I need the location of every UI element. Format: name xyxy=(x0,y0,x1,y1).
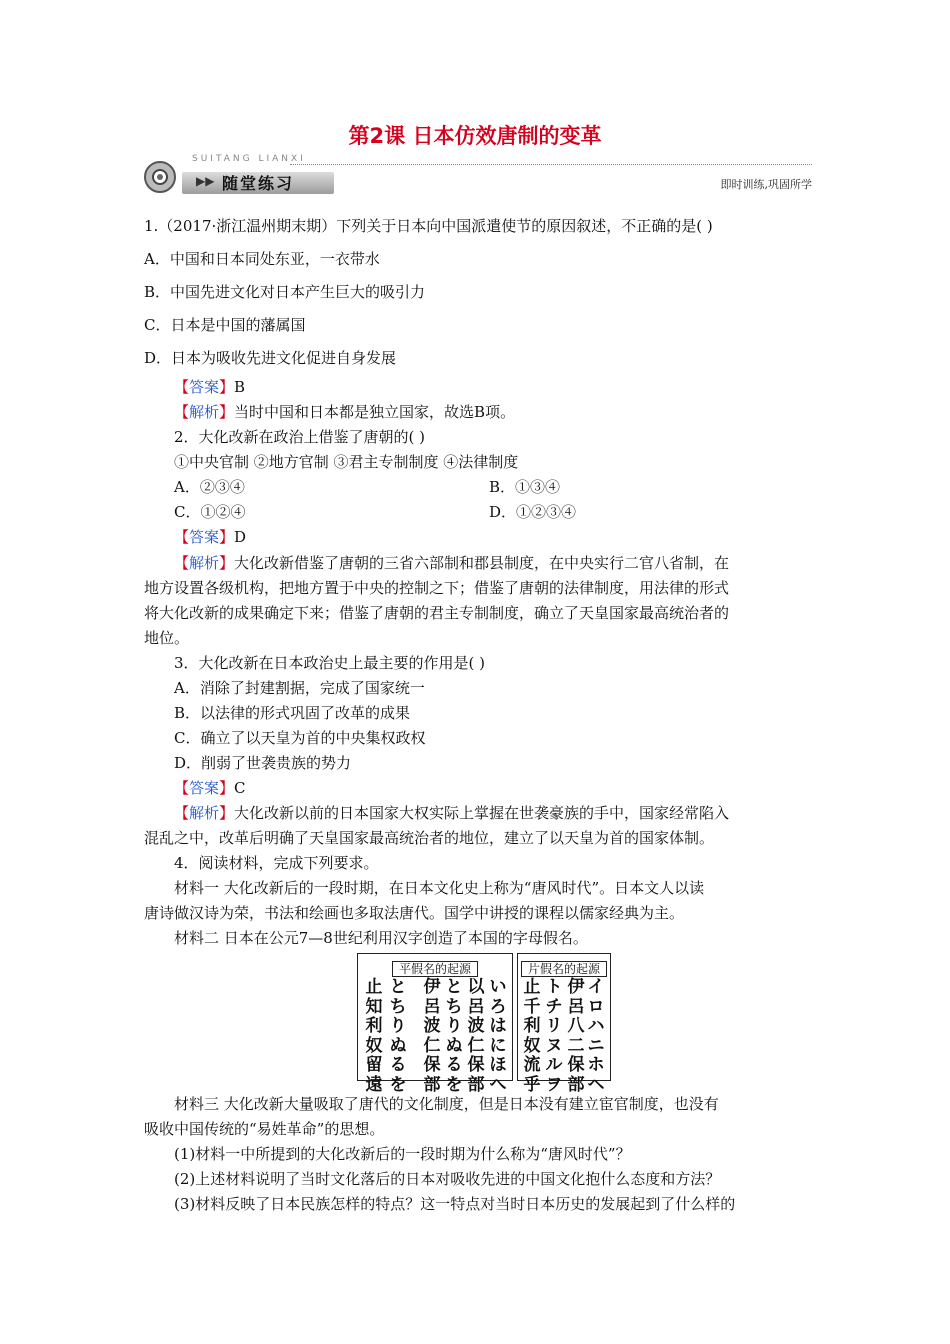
kana-column: トチリヌルヲ xyxy=(545,977,563,1095)
katakana-origin-table xyxy=(517,953,611,1095)
q1-option-a: A．中国和日本同处东亚，一衣带水 xyxy=(144,250,380,268)
kana-column: いろはにほへ xyxy=(489,977,507,1095)
q1-option-b: B．中国先进文化对日本产生巨大的吸引力 xyxy=(144,283,426,301)
q3-analysis-line-2: 混乱之中，改革后明确了天皇国家最高统治者的地位，建立了以天皇为首的国家体制。 xyxy=(144,829,715,847)
material-2: 材料二 日本在公元7—8世纪利用汉字创造了本国的字母假名。 xyxy=(174,929,588,947)
hiragana-origin-table xyxy=(357,953,513,1095)
q2-option-b: B．①③④ xyxy=(489,478,561,496)
q3-option-a: A．消除了封建割据，完成了国家统一 xyxy=(174,679,425,697)
q3-option-b: B．以法律的形式巩固了改革的成果 xyxy=(174,704,411,722)
q1-answer: 【答案】B xyxy=(174,378,246,396)
kana-column: とちりぬるを xyxy=(389,977,407,1095)
material-1-line-2: 唐诗做汉诗为荣，书法和绘画也多取法唐代。国学中讲授的课程以儒家经典为主。 xyxy=(144,904,685,922)
q2-items: ①中央官制 ②地方官制 ③君主专制制度 ④法律制度 xyxy=(174,453,519,471)
q3-option-d: D．削弱了世袭贵族的势力 xyxy=(174,754,352,772)
q3-answer: 【答案】C xyxy=(174,779,246,797)
material-3-line-2: 吸收中国传统的“易姓革命”的思想。 xyxy=(144,1120,385,1138)
q1-option-d: D．日本为吸收先进文化促进自身发展 xyxy=(144,349,397,367)
sub-question-3: (3)材料反映了日本民族怎样的特点？这一特点对当时日本历史的发展起到了什么样的 xyxy=(174,1195,736,1213)
question-4-stem: 4．阅读材料，完成下列要求。 xyxy=(174,854,379,872)
page-title: 第2课 日本仿效唐制的变革 xyxy=(348,124,602,148)
kana-column: イロハニホヘ xyxy=(587,977,605,1095)
q3-analysis-line-1: 【解析】大化改新以前的日本国家大权实际上掌握在世袭豪族的手中，国家经常陷入 xyxy=(174,804,730,822)
kana-column: 伊呂八二保部 xyxy=(567,977,585,1095)
banner-divider xyxy=(290,164,812,165)
q3-option-c: C．确立了以天皇为首的中央集权政权 xyxy=(174,729,426,747)
hiragana-table-title: 平假名的起源 xyxy=(392,961,478,977)
kana-column: 伊呂波仁保部 xyxy=(423,977,441,1095)
kana-column: 止知利奴留遠 xyxy=(365,977,383,1095)
q1-option-c: C．日本是中国的藩属国 xyxy=(144,316,306,334)
kana-column: 以呂波仁保部 xyxy=(467,977,485,1095)
katakana-table-title: 片假名的起源 xyxy=(521,961,607,977)
sub-question-2: (2)上述材料说明了当时文化落后的日本对吸收先进的中国文化抱什么态度和方法？ xyxy=(174,1170,721,1188)
q2-analysis-line-4: 地位。 xyxy=(144,629,190,647)
banner-english: SUITANG LIANXI xyxy=(192,154,306,164)
question-2-stem: 2．大化改新在政治上借鉴了唐朝的( ) xyxy=(174,428,426,446)
question-3-stem: 3．大化改新在日本政治史上最主要的作用是( ) xyxy=(174,654,486,672)
material-3-line-1: 材料三 大化改新大量吸取了唐代的文化制度，但是日本没有建立宦官制度，也没有 xyxy=(174,1095,719,1113)
q2-analysis-line-2: 地方设置各级机构，把地方置于中央的控制之下；借鉴了唐朝的法律制度，用法律的形式 xyxy=(144,579,730,597)
q1-analysis: 【解析】当时中国和日本都是独立国家，故选B项。 xyxy=(174,403,516,421)
gear-icon xyxy=(140,158,180,196)
banner-title: 随堂练习 xyxy=(222,174,295,193)
q2-option-a: A．②③④ xyxy=(174,478,245,496)
sub-question-1: (1)材料一中所提到的大化改新后的一段时期为什么称为“唐风时代”？ xyxy=(174,1145,631,1163)
q2-option-d: D．①②③④ xyxy=(489,503,577,521)
q2-option-c: C．①②④ xyxy=(174,503,246,521)
q2-analysis-line-3: 将大化改新的成果确定下来；借鉴了唐朝的君主专制制度，确立了天皇国家最高统治者的 xyxy=(144,604,730,622)
section-banner xyxy=(140,152,812,200)
question-1-stem: 1.（2017·浙江温州期末期）下列关于日本向中国派遣使节的原因叙述，不正确的是( ) xyxy=(144,217,713,235)
kana-column: とちりぬるを xyxy=(445,977,463,1095)
material-1-line-1: 材料一 大化改新后的一段时期，在日本文化史上称为“唐风时代”。日本文人以读 xyxy=(174,879,705,897)
q2-analysis-line-1: 【解析】大化改新借鉴了唐朝的三省六部制和郡县制度，在中央实行二官八省制，在 xyxy=(174,554,730,572)
kana-column: 止千利奴流乎 xyxy=(523,977,541,1095)
q2-answer: 【答案】D xyxy=(174,528,247,546)
arrow-icon: ▶▶ xyxy=(196,174,215,188)
banner-slogan: 即时训练,巩固所学 xyxy=(720,178,812,191)
